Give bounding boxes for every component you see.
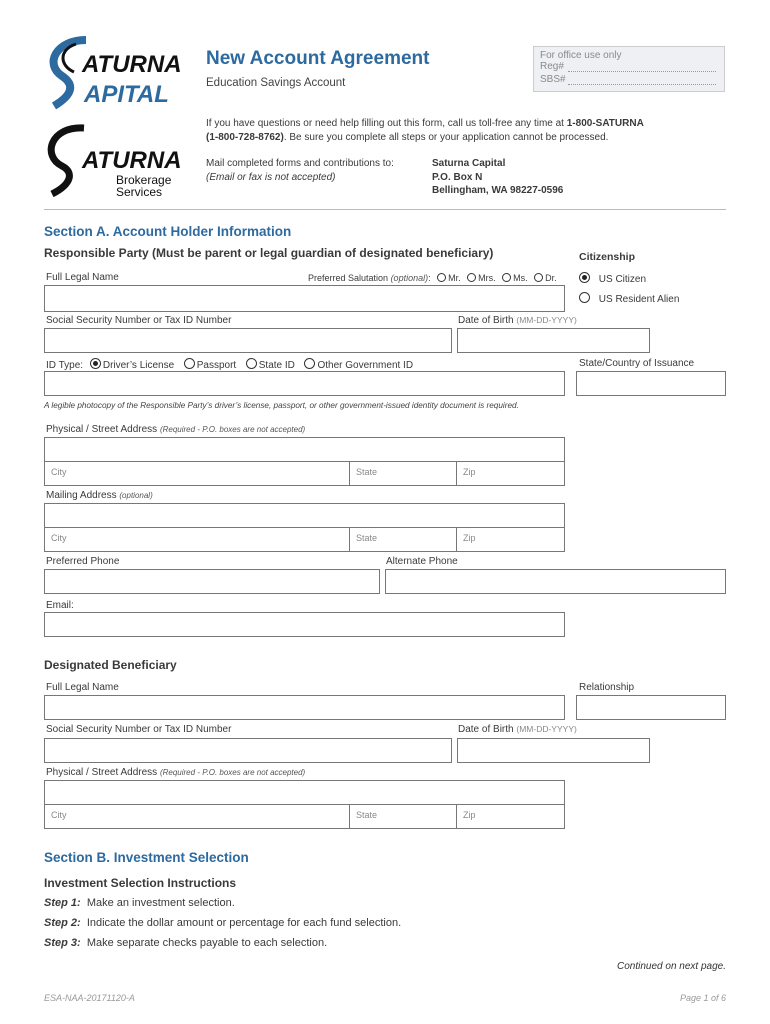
radio-icon[interactable] (90, 358, 101, 369)
radio-icon[interactable] (437, 273, 446, 282)
full-legal-name-label: Full Legal Name (46, 272, 119, 283)
beneficiary-dob-field[interactable] (457, 738, 650, 763)
saturna-brokerage-logo (44, 122, 184, 198)
help-phone: 1-800-SATURNA (566, 118, 644, 129)
salutation-group: Preferred Salutation (optional): Mr. Mrs. Ms. Dr. (308, 273, 557, 283)
radio-icon[interactable] (246, 358, 257, 369)
physical-zip-field[interactable]: Zip (456, 461, 565, 486)
beneficiary-address-field[interactable] (44, 780, 565, 805)
mailing-city-field[interactable]: City (44, 527, 350, 552)
office-use-box (533, 46, 725, 92)
mail-address: Saturna Capital P.O. Box N Bellingham, WA 98227-0596 (432, 158, 564, 196)
mailing-address-label: Mailing Address (optional) (46, 490, 153, 501)
salutation-mrs[interactable]: Mrs. (463, 273, 496, 283)
form-code: ESA-NAA-20171120-A (44, 993, 135, 1003)
step-3: Step 3: Make separate checks payable to each selection. (44, 937, 328, 949)
mail-instructions: Mail completed forms and contributions to: (Email or fax is not accepted) (206, 158, 394, 183)
dob-field[interactable] (457, 328, 650, 353)
office-use-title: For office use only (540, 50, 622, 61)
beneficiary-name-label: Full Legal Name (46, 682, 119, 693)
beneficiary-relationship-field[interactable] (576, 695, 726, 720)
beneficiary-ssn-label: Social Security Number or Tax ID Number (46, 724, 232, 735)
saturna-capital-logo (44, 36, 184, 110)
id-type-other[interactable]: Other Government ID (300, 360, 413, 371)
radio-icon[interactable] (579, 292, 590, 303)
mailing-zip-field[interactable]: Zip (456, 527, 565, 552)
salutation-mr[interactable]: Mr. (433, 273, 461, 283)
full-legal-name-field[interactable] (44, 285, 565, 312)
page-title: New Account Agreement (206, 48, 430, 69)
beneficiary-title: Designated Beneficiary (44, 658, 177, 672)
svg-text:APITAL: APITAL (84, 81, 169, 108)
email-field[interactable] (44, 612, 565, 637)
radio-icon[interactable] (304, 358, 315, 369)
salutation-ms[interactable]: Ms. (498, 273, 528, 283)
physical-state-field[interactable]: State (349, 461, 457, 486)
email-label: Email: (46, 600, 74, 611)
radio-icon[interactable] (467, 273, 476, 282)
physical-address-label: Physical / Street Address (Required - P.O. boxes are not accepted) (46, 424, 306, 435)
radio-icon[interactable] (184, 358, 195, 369)
step-2: Step 2: Indicate the dollar amount or percentage for each fund selection. (44, 917, 402, 929)
id-type-state-id[interactable]: State ID (242, 360, 295, 371)
radio-icon[interactable] (579, 272, 590, 283)
preferred-phone-field[interactable] (44, 569, 380, 594)
state-country-field[interactable] (576, 371, 726, 396)
physical-city-field[interactable]: City (44, 461, 350, 486)
id-type-drivers-license[interactable]: Driver’s License (86, 360, 174, 371)
help-phone-number: (1-800-728-8762) (206, 131, 284, 143)
page-number: Page 1 of 6 (679, 993, 726, 1003)
beneficiary-name-field[interactable] (44, 695, 565, 720)
id-type-passport[interactable]: Passport (180, 360, 236, 371)
reg-label: Reg# (540, 61, 564, 72)
physical-address-field[interactable] (44, 437, 565, 462)
mailing-state-field[interactable]: State (349, 527, 457, 552)
preferred-phone-label: Preferred Phone (46, 556, 120, 567)
ssn-field[interactable] (44, 328, 452, 353)
header-divider (44, 209, 726, 210)
svg-text:ATURNA: ATURNA (82, 147, 182, 174)
citizenship-us-resident-alien[interactable]: US Resident Alien (575, 292, 679, 305)
page-subtitle: Education Savings Account (206, 77, 346, 89)
beneficiary-address-label: Physical / Street Address (Required - P.O. boxes are not accepted) (46, 767, 306, 778)
ssn-label: Social Security Number or Tax ID Number (46, 315, 232, 326)
responsible-party-title: Responsible Party (Must be parent or legal guardian of designated beneficiary) (44, 246, 494, 260)
id-type-group: ID Type: Driver’s License Passport State ID Other Government ID (46, 360, 414, 371)
alternate-phone-field[interactable] (385, 569, 726, 594)
section-b-title: Section B. Investment Selection (44, 850, 249, 865)
svg-text:Services: Services (116, 185, 163, 198)
svg-text:Brokerage: Brokerage (116, 173, 172, 187)
svg-text:ATURNA: ATURNA (82, 51, 182, 78)
section-a-title: Section A. Account Holder Information (44, 224, 292, 239)
help-text: If you have questions or need help filling out this form, call us toll-free any time at 1-800-SATURNA (1-800-728-8762). Be sure you complete all steps or your application cannot be processed. (206, 118, 644, 143)
beneficiary-dob-label: Date of Birth (MM-DD-YYYY) (458, 724, 577, 735)
beneficiary-city-field[interactable]: City (44, 804, 350, 829)
sbs-label: SBS# (540, 74, 566, 85)
radio-icon[interactable] (534, 273, 543, 282)
mailing-address-field[interactable] (44, 503, 565, 528)
beneficiary-relationship-label: Relationship (579, 682, 635, 693)
instructions-title: Investment Selection Instructions (44, 876, 237, 890)
step-1: Step 1: Make an investment selection. (44, 897, 235, 909)
beneficiary-state-field[interactable]: State (349, 804, 457, 829)
alternate-phone-label: Alternate Phone (386, 556, 458, 567)
citizenship-title: Citizenship (579, 251, 636, 263)
state-country-label: State/Country of Issuance (579, 358, 695, 369)
citizenship-us-citizen[interactable]: US Citizen (575, 272, 646, 285)
beneficiary-ssn-field[interactable] (44, 738, 452, 763)
id-note: A legible photocopy of the Responsible Party’s driver’s license, passport, or other government-issued identity document is required. (44, 401, 519, 410)
beneficiary-zip-field[interactable]: Zip (456, 804, 565, 829)
id-number-field[interactable] (44, 371, 565, 396)
radio-icon[interactable] (502, 273, 511, 282)
salutation-dr[interactable]: Dr. (530, 273, 557, 283)
continued-note: Continued on next page. (617, 961, 726, 972)
sbs-field[interactable] (568, 84, 716, 85)
reg-field[interactable] (568, 71, 716, 72)
dob-label: Date of Birth (MM-DD-YYYY) (458, 315, 577, 326)
